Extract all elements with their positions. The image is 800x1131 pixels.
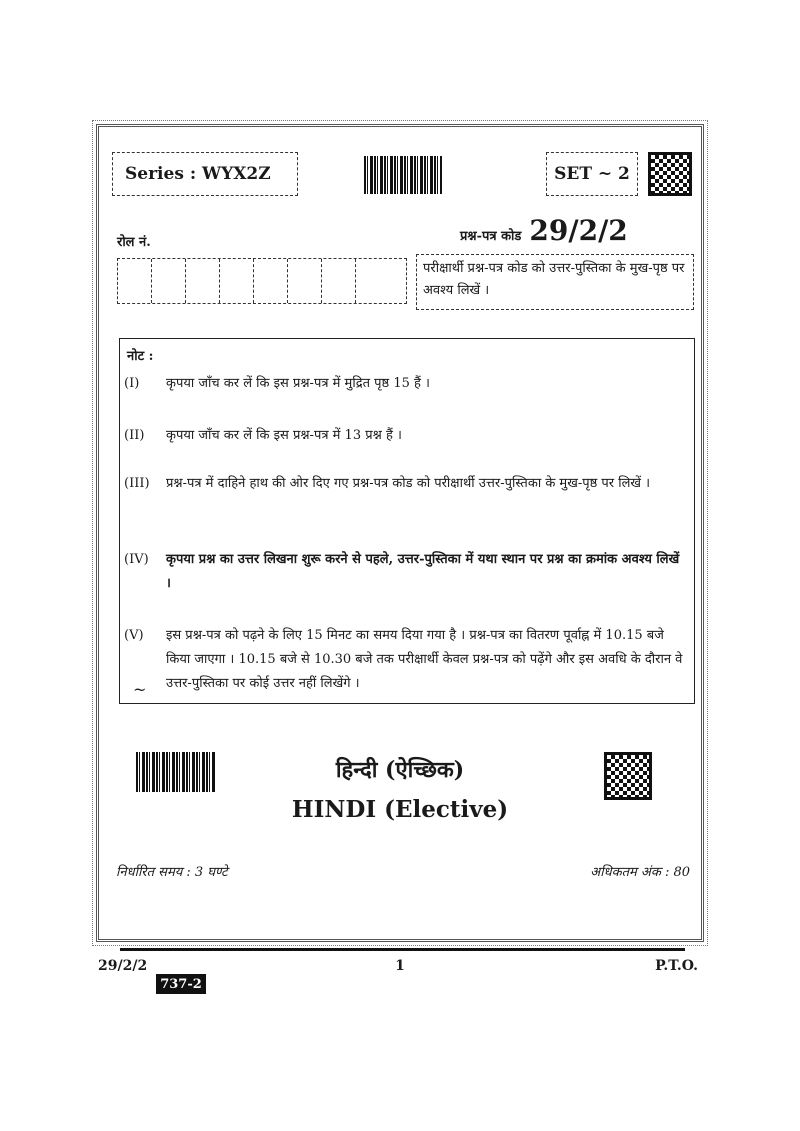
booklet-badge: 737-2 bbox=[156, 974, 206, 994]
note-item bbox=[124, 472, 688, 496]
roll-cell bbox=[356, 259, 390, 303]
top-barcode bbox=[364, 156, 442, 194]
roll-number-label: रोल नं. bbox=[117, 235, 151, 250]
time-allowed: निर्धारित समय : 3 घण्टे bbox=[116, 865, 228, 880]
note-number: (V) bbox=[124, 628, 144, 643]
note-number: (II) bbox=[124, 428, 145, 443]
note-text: कृपया प्रश्न का उत्तर लिखना शुरू करने से पहले, उत्तर-पुस्तिका में यथा स्थान पर प्रश्न का क्रमांक अवश्य लिखें । bbox=[166, 552, 680, 591]
note-text: इस प्रश्न-पत्र को पढ़ने के लिए 15 मिनट का समय दिया गया है । प्रश्न-पत्र का वितरण पूर्वाह्न में 10.15 बजे किया जाएगा । 10.15 बजे से 10.30 बजे तक परीक्षार्थी केवल प्रश्न-पत्र को पढ़ेंगे और इस अवधि के दौरान वे उत्तर-पुस्तिका पर कोई उत्तर नहीं लिखेंगे । bbox=[166, 628, 683, 691]
roll-number-boxes bbox=[117, 258, 407, 304]
top-qr-code bbox=[648, 152, 692, 196]
note-item bbox=[124, 424, 688, 448]
note-number: (IV) bbox=[124, 552, 149, 567]
footer-paper-code: 29/2/2 bbox=[98, 958, 148, 974]
roll-cell bbox=[220, 259, 254, 303]
roll-cell bbox=[322, 259, 356, 303]
note-item bbox=[124, 548, 688, 596]
set-label: SET ~ 2 bbox=[554, 164, 630, 184]
code-instruction-box bbox=[416, 254, 694, 310]
paper-code-label: प्रश्न-पत्र कोड bbox=[460, 229, 522, 244]
series-box bbox=[112, 152, 298, 196]
subject-title-hindi: हिन्दी (ऐच्छिक) bbox=[335, 757, 465, 783]
roll-cell bbox=[288, 259, 322, 303]
roll-cell bbox=[186, 259, 220, 303]
subject-qr-code bbox=[604, 752, 652, 800]
subject-barcode bbox=[136, 752, 216, 792]
note-text: कृपया जाँच कर लें कि इस प्रश्न-पत्र में मुद्रित पृष्ठ 15 हैं । bbox=[166, 376, 430, 391]
notes-title: नोट : bbox=[127, 349, 154, 364]
note-text: कृपया जाँच कर लें कि इस प्रश्न-पत्र में 13 प्रश्न हैं । bbox=[166, 428, 402, 443]
roll-cell bbox=[254, 259, 288, 303]
note-text: प्रश्न-पत्र में दाहिने हाथ की ओर दिए गए प्रश्न-पत्र कोड को परीक्षार्थी उत्तर-पुस्तिका के मुख-पृष्ठ पर लिखें । bbox=[166, 476, 651, 491]
maximum-marks: अधिकतम अंक : 80 bbox=[590, 865, 690, 880]
tilde-mark: ~ bbox=[133, 680, 147, 699]
paper-code-value: 29/2/2 bbox=[529, 214, 628, 247]
footer-rule bbox=[120, 948, 685, 951]
note-number: (I) bbox=[124, 376, 140, 391]
note-item bbox=[124, 624, 688, 696]
note-item bbox=[124, 372, 688, 396]
page-number: 1 bbox=[395, 958, 405, 974]
roll-cell bbox=[152, 259, 186, 303]
roll-cell bbox=[118, 259, 152, 303]
pto-label: P.T.O. bbox=[655, 958, 698, 974]
paper-code bbox=[460, 214, 628, 247]
set-box bbox=[546, 152, 638, 196]
series-label: Series : WYX2Z bbox=[125, 164, 271, 184]
subject-title-english: HINDI (Elective) bbox=[291, 796, 509, 823]
note-number: (III) bbox=[124, 476, 150, 491]
code-instruction-text: परीक्षार्थी प्रश्न-पत्र कोड को उत्तर-पुस्तिका के मुख-पृष्ठ पर अवश्य लिखें । bbox=[423, 261, 685, 298]
